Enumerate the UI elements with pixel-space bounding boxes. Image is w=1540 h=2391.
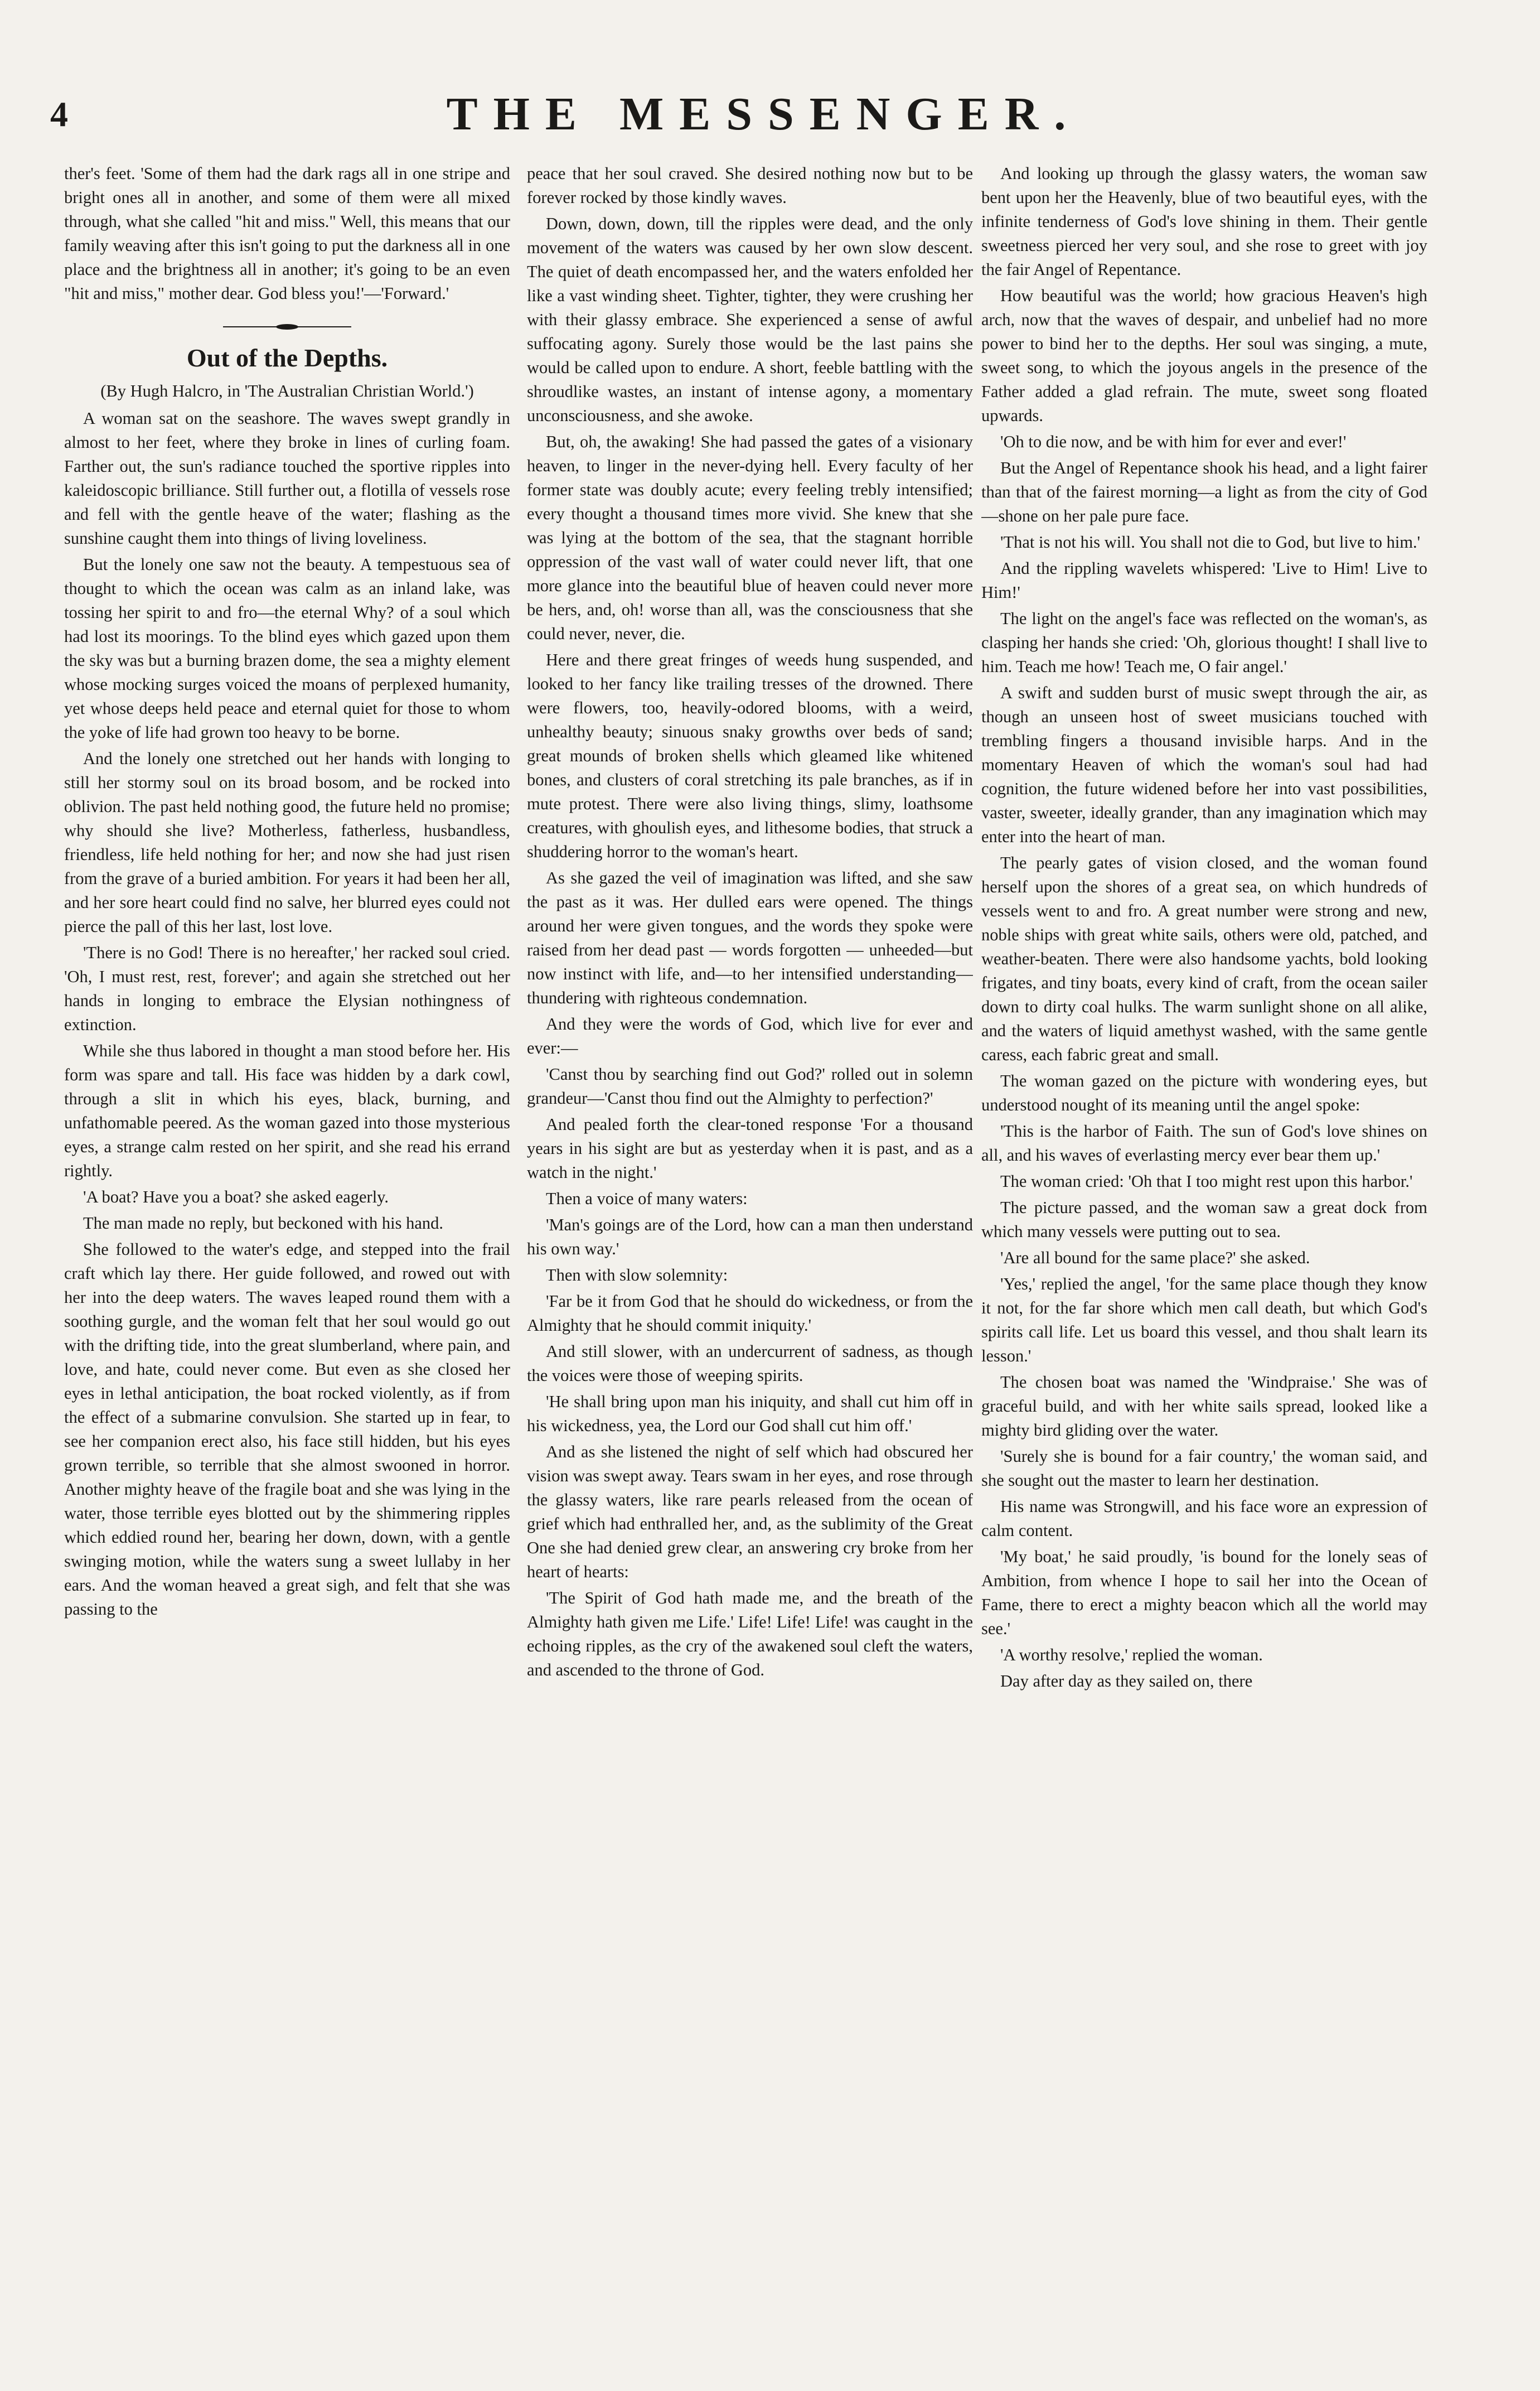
paragraph: peace that her soul craved. She desired nothing now but to be forever rocked by those kindly waves.: [527, 164, 973, 207]
column-3: [981, 162, 1427, 2359]
paragraph: Here and there great fringes of weeds hung suspended, and looked to her fancy like trailing tresses of the drowned. There were flowers, too, heavily-odored blooms, with a weird, unhealthy beauty; sinuous snaky growths over beds of sand; great mounds of broken shells which gleamed like whitened bones, and clusters of coral stretching its pale branches, as if in mute protest. There were also living things, slimy, loathsome creatures, with ghoulish eyes, and lithesome bodies, that struck a shuddering horror to the woman's heart.: [527, 650, 973, 861]
paragraph: Day after day as they sailed on, there: [1000, 1672, 1253, 1690]
paragraph: But the Angel of Repentance shook his head, and a light fairer than that of the fairest morning—a light as from the city of God—shone on her pale pure face.: [981, 458, 1427, 525]
article-title: Out of the Depths.: [186, 344, 388, 372]
paragraph: 'There is no God! There is no hereafter,' her racked soul cried. 'Oh, I must rest, rest, forever'; and again she stretched out her hands in longing to embrace the Elysian nothingness of extinction.: [64, 943, 510, 1034]
paragraph: 'A worthy resolve,' replied the woman.: [1000, 1645, 1263, 1664]
paragraph: And as she listened the night of self which had obscured her vision was swept away. Tears swam in her eyes, and rose through the glassy waters, like rare pearls released from the ocean of grief which had enthralled her, and, as the sublimity of the Great One she had denied grew clear, an answering cry broke from her heart of hearts:: [527, 1442, 973, 1581]
paragraph: The picture passed, and the woman saw a great dock from which many vessels were putting out to sea.: [981, 1198, 1427, 1241]
paragraph: 'The Spirit of God hath made me, and the breath of the Almighty hath given me Life.' Life! Life! Life! was caught in the echoing ripples, as the cry of the awakened soul cleft the waters, and ascended to the throne of God.: [527, 1588, 973, 1679]
paragraph: Down, down, down, till the ripples were dead, and the only movement of the waters was caused by her own slow descent. The quiet of death encompassed her, and the waters enfolded her like a vast winding sheet. Tighter, tighter, they were crushing her with their glassy embrace. She experienced a sense of awful suffocating agony. Surely those would be the last pains she would be called upon to endure. A short, feeble battling with the shroudlike wastes, an instant of intense agony, a momentary unconsciousness, and she awoke.: [527, 214, 973, 425]
paragraph: His name was Strongwill, and his face wore an expression of calm content.: [981, 1497, 1427, 1540]
article-byline: (By Hugh Halcro, in 'The Australian Christian World.'): [100, 381, 474, 400]
paragraph: 'Far be it from God that he should do wickedness, or from the Almighty that he should commit iniquity.': [527, 1292, 973, 1335]
paragraph: ther's feet. 'Some of them had the dark rags all in one stripe and bright ones all in another, and some of them were all mixed through, what she called "hit and miss." Well, this means that our family weaving after this isn't going to put the darkness all in one place and the brightness all in another; it's going to be an even "hit and miss," mother dear. God bless you!'—'Forward.': [64, 164, 510, 303]
paragraph: And still slower, with an undercurrent of sadness, as though the voices were those of weeping spirits.: [527, 1342, 973, 1385]
paragraph: But, oh, the awaking! She had passed the gates of a visionary heaven, to linger in the never-dying hell. Every faculty of her former state was doubly acute; every feeling trebly intensified; every thought a thousand times more vivid. She knew that she was lying at the bottom of the sea, that the stagnant horrible oppression of the vast wall of water could never lift, that one more glance into the beautiful blue of heaven could never more be hers, and, oh! worse than all, was the consciousness that she could never, never, die.: [527, 432, 973, 643]
paragraph: The pearly gates of vision closed, and the woman found herself upon the shores of a great sea, on which hundreds of vessels went to and fro. A great number were strong and new, noble ships with great white sails, others were old, patched, and weather-beaten. There were also handsome yachts, bold looking frigates, and tiny boats, every kind of craft, from the ocean sailer down to dirty coal hulks. The warm sunlight shone on all alike, and the waters of liquid amethyst washed, with the same gentle caress, each fabric great and small.: [981, 853, 1427, 1064]
paragraph: And pealed forth the clear-toned response 'For a thousand years in his sight are but as yesterday when it is past, and as a watch in the night.': [527, 1115, 973, 1182]
paragraph: 'This is the harbor of Faith. The sun of God's love shines on all, and his waves of everlasting mercy ever bear them up.': [981, 1122, 1427, 1165]
paragraph: 'Yes,' replied the angel, 'for the same place though they know it not, for the far shore which men call death, but which God's spirits call life. Let us board this vessel, and thou shalt learn its lesson.': [981, 1274, 1427, 1365]
paragraph: 'He shall bring upon man his iniquity, and shall cut him off in his wickedness, yea, the Lord our God shall cut him off.': [527, 1392, 973, 1435]
paragraph: The chosen boat was named the 'Windpraise.' She was of graceful build, and with her white sails spread, looked like a mighty bird gliding over the water.: [981, 1373, 1427, 1440]
newspaper-masthead: THE MESSENGER.: [446, 88, 1082, 140]
paragraph: While she thus labored in thought a man stood before her. His form was spare and tall. His face was hidden by a dark cowl, through a slit in which his eyes, black, burning, and unfathomable peered. As the woman gazed into those mysterious eyes, a strange calm rested on her spirit, and she read his errand rightly.: [64, 1041, 510, 1180]
paragraph: 'That is not his will. You shall not die to God, but live to him.': [1000, 533, 1421, 552]
page-number: 4: [50, 94, 68, 134]
paragraph: And they were the words of God, which live for ever and ever:—: [527, 1015, 973, 1057]
paragraph: A swift and sudden burst of music swept through the air, as though an unseen host of sweet musicians touched with trembling fingers a thousand invisible harps. And in the momentary Heaven of which the woman's soul had had cognition, the future widened before her into vast possibilities, vaster, sweeter, ideally grander, than any imagination which may enter into the heart of man.: [981, 683, 1427, 846]
paragraph: 'Oh to die now, and be with him for ever and ever!': [1000, 432, 1347, 451]
paragraph: Then with slow solemnity:: [546, 1265, 728, 1284]
section-divider: [223, 322, 351, 331]
page-header: [50, 84, 1478, 145]
paragraph: But the lonely one saw not the beauty. A tempestuous sea of thought to which the ocean was calm as an inland lake, was tossing her spirit to and fro—the eternal Why? of a soul which had lost its moorings. To the blind eyes which gazed upon them the sky was but a burning brazen dome, the sea a mighty element whose mocking surges voiced the moans of perplexed humanity, yet whose deeps held peace and eternal quiet for those to whom the yoke of life had grown too heavy to be borne.: [64, 555, 510, 742]
paragraph: The woman cried: 'Oh that I too might rest upon this harbor.': [1000, 1172, 1413, 1191]
paragraph: A woman sat on the seashore. The waves swept grandly in almost to her feet, where they broke in lines of curling foam. Farther out, the sun's radiance touched the sportive ripples into kaleidoscopic brilliance. Still further out, a flotilla of vessels rose and fell with the gentle heave of the water; flashing as the sunshine caught them into things of living loveliness.: [64, 409, 510, 548]
paragraph: How beautiful was the world; how gracious Heaven's high arch, now that the waves of despair, and unbelief had no more power to bind her to the depths. Her soul was singing, a mute, sweet song, to which the joyous angels in the presence of the Father added a glad refrain. The mute, sweet song floated upwards.: [981, 286, 1427, 425]
paragraph: The woman gazed on the picture with wondering eyes, but understood nought of its meaning until the angel spoke:: [981, 1071, 1427, 1114]
paragraph: 'Are all bound for the same place?' she asked.: [1000, 1248, 1310, 1267]
paragraph: As she gazed the veil of imagination was lifted, and she saw the past as it was. Her dulled ears were opened. The things around her were given tongues, and the words they spoke were raised from her dead past — words forgotten — unheeded—but now instinct with life, and—to her intensified understanding—thundering with righteous condemnation.: [527, 868, 973, 1007]
paragraph: Then a voice of many waters:: [546, 1189, 748, 1208]
paragraph: 'My boat,' he said proudly, 'is bound for the lonely seas of Ambition, from whence I hope to sail her into the Ocean of Fame, there to erect a mighty beacon which all the world may see.': [981, 1547, 1427, 1638]
column-2: [527, 162, 973, 2359]
paragraph: And looking up through the glassy waters, the woman saw bent upon her the Heavenly, blue of two beautiful eyes, with the infinite tenderness of God's love shining in them. Their gentle sweetness pierced her very soul, and she rose to greet with joy the fair Angel of Repentance.: [981, 164, 1427, 279]
paragraph: 'A boat? Have you a boat? she asked eagerly.: [83, 1187, 389, 1206]
paragraph: 'Surely she is bound for a fair country,' the woman said, and she sought out the master to learn her destination.: [981, 1447, 1427, 1490]
paragraph: She followed to the water's edge, and stepped into the frail craft which lay there. Her guide followed, and rowed out with her into the deep waters. The waves leaped round them with a soothing gurgle, and the woman felt that her soul would go out with the drifting tide, into the great slumberland, where pain, and love, and hate, could never come. But even as she closed her eyes in lethal anticipation, the boat rocked violently, as if from the effect of a submarine convulsion. She started up in fear, to see her companion erect also, his face still hidden, but his eyes grown terrible, so terrible that she almost swooned in horror. Another mighty heave of the fragile boat and she was lying in the water, those terrible eyes blotted out by the shimmering ripples which eddied round her, bearing her down, down, with a gentle swinging motion, while the waters sung a sweet lullaby in her ears. And the woman heaved a great sigh, and felt that she was passing to the: [64, 1240, 510, 1619]
paragraph: 'Canst thou by searching find out God?' rolled out in solemn grandeur—'Canst thou find out the Almighty to perfection?': [527, 1065, 973, 1108]
paragraph: The man made no reply, but beckoned with his hand.: [83, 1214, 443, 1233]
paragraph: And the rippling wavelets whispered: 'Live to Him! Live to Him!': [981, 559, 1427, 602]
column-1: [64, 162, 510, 2359]
paragraph: 'Man's goings are of the Lord, how can a man then understand his own way.': [527, 1215, 973, 1258]
paragraph: The light on the angel's face was reflected on the woman's, as clasping her hands she cried: 'Oh, glorious thought! I shall live to him. Teach me how! Teach me, O fair angel.': [981, 609, 1427, 676]
paragraph: And the lonely one stretched out her hands with longing to still her stormy soul on its broad bosom, and be rocked into oblivion. The past held nothing good, the future held no promise; why should she live? Motherless, fatherless, husbandless, friendless, life held nothing for her; and now she had just risen from the grave of a buried ambition. For years it had been her all, and her sore heart could find no salve, her blurred eyes could not pierce the pall of this her last, lost love.: [64, 749, 510, 936]
